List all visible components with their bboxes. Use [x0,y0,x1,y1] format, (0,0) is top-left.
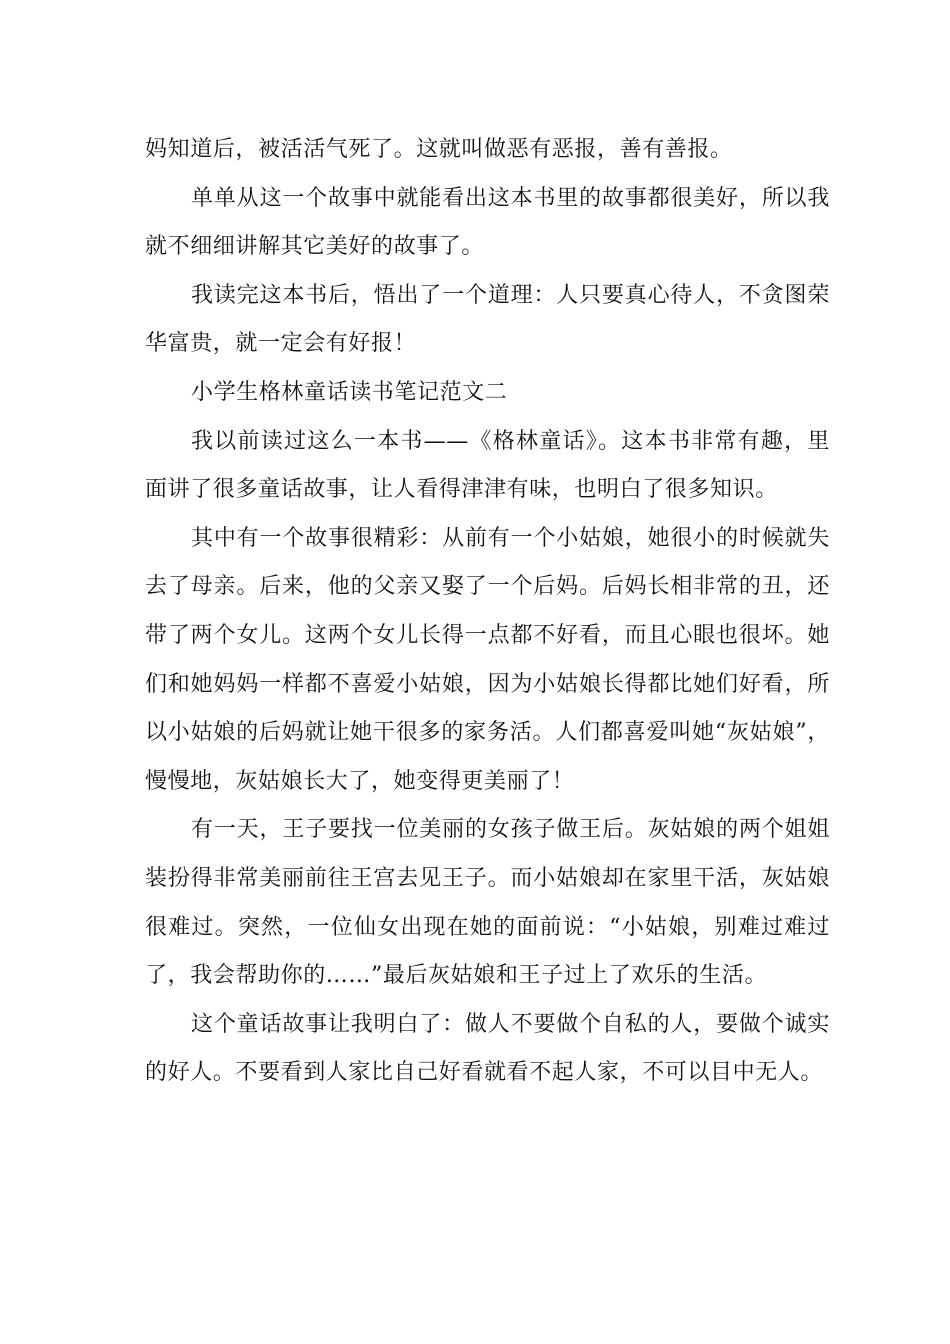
paragraph: 单单从这一个故事中就能看出这本书里的故事都很美好，所以我就不细细讲解其它美好的故事了。 [145,185,830,260]
paragraph: 有一天，王子要找一位美丽的女孩子做王后。灰姑娘的两个姐姐装扮得非常美丽前往王宫去见王子。而小姑娘却在家里干活，灰姑娘很难过。突然，一位仙女出现在她的面前说：“小姑娘，别难过难过了，我会帮助你的……”最后灰姑娘和王子过上了欢乐的生活。 [145,817,830,989]
paragraph-continuation: 妈知道后，被活活气死了。这就叫做恶有恶报，善有善报。 [145,137,733,162]
section-heading: 小学生格林童话读书笔记范文二 [191,379,508,405]
paragraph: 我读完这本书后，悟出了一个道理：人只要真心待人，不贪图荣华富贵，就一定会有好报！ [145,282,830,357]
document-body [145,126,830,1098]
paragraph: 其中有一个故事很精彩：从前有一个小姑娘，她很小的时候就失去了母亲。后来，他的父亲又娶了一个后妈。后妈长相非常的丑，还带了两个女儿。这两个女儿长得一点都不好看，而且心眼也很坏。她们和她妈妈一样都不喜爱小姑娘，因为小姑娘长得都比她们好看，所以小姑娘的后妈就让她干很多的家务活。人们都喜爱叫她“灰姑娘”，慢慢地，灰姑娘长大了，她变得更美丽了！ [145,525,830,794]
paragraph: 这个童话故事让我明白了：做人不要做个自私的人，要做个诚实的好人。不要看到人家比自己好看就看不起人家，不可以目中无人。 [145,1011,830,1086]
paragraph: 我以前读过这么一本书——《格林童话》。这本书非常有趣，里面讲了很多童话故事，让人看得津津有味，也明白了很多知识。 [145,428,830,503]
